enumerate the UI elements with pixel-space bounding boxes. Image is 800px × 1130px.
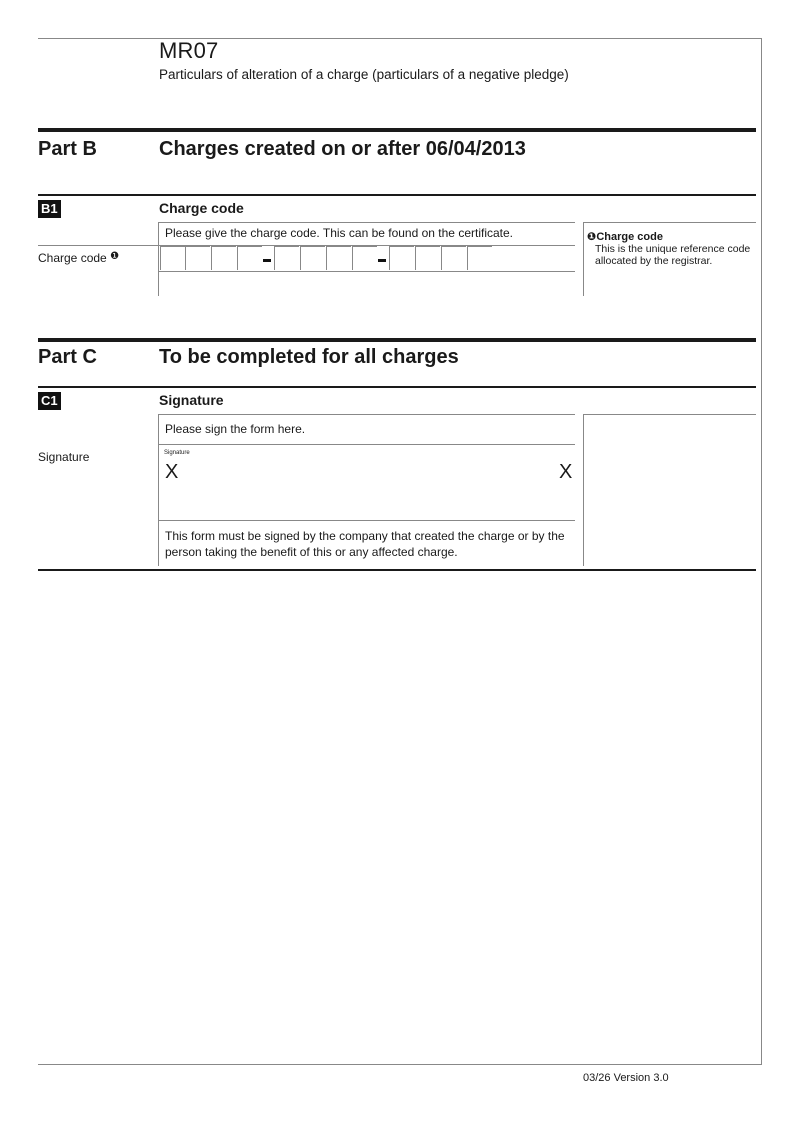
signature-caption: Signature (164, 450, 190, 456)
section-badge-b1: B1 (38, 200, 61, 218)
form-title: Particulars of alteration of a charge (particulars of a negative pledge) (159, 67, 569, 82)
charge-code-box[interactable] (274, 246, 299, 270)
part-c-label: Part C (38, 346, 97, 368)
charge-code-box[interactable] (389, 246, 414, 270)
part-c-bottom-rule (38, 569, 756, 571)
charge-code-box[interactable] (237, 246, 262, 270)
part-b-rule (38, 128, 756, 132)
charge-code-box[interactable] (352, 246, 377, 270)
guidance-text-line2: allocated by the registrar. (595, 255, 713, 267)
charge-code-box[interactable] (326, 246, 351, 270)
charge-code-label-text: Charge code (38, 251, 107, 265)
b1-guidance-border (583, 222, 584, 296)
part-b-label: Part B (38, 138, 97, 160)
charge-code-label (38, 251, 119, 265)
c1-instruction-rule (159, 414, 575, 415)
section-title-b1: Charge code (159, 200, 244, 216)
c1-rule (38, 386, 756, 388)
charge-code-box[interactable] (211, 246, 236, 270)
charge-code-separator (263, 259, 271, 262)
charge-code-box[interactable] (185, 246, 210, 270)
guidance-title: Charge code (596, 231, 663, 243)
bottom-border (38, 1064, 761, 1065)
charge-code-box[interactable] (467, 246, 492, 270)
c1-note (165, 528, 565, 560)
charge-code-separator (378, 259, 386, 262)
guidance-text-line1: This is the unique reference code (595, 243, 751, 255)
b1-left-border (158, 222, 159, 296)
part-c-rule (38, 338, 756, 342)
b1-bottom-rule (159, 271, 575, 272)
form-code: MR07 (159, 38, 219, 63)
b1-rule (38, 194, 756, 196)
signature-x-right: X (559, 461, 573, 483)
signature-field[interactable] (159, 445, 575, 519)
c1-note-line1: This form must be signed by the company that created the charge or by the (165, 529, 565, 543)
charge-code-guidance (587, 230, 757, 267)
signature-x-left: X (165, 461, 179, 483)
c1-instruction: Please sign the form here. (165, 422, 306, 436)
c1-guidance-rule (583, 414, 756, 415)
part-b-title: Charges created on or after 06/04/2013 (159, 138, 526, 160)
c1-note-line2: person taking the benefit of this or any affected charge. (165, 545, 458, 559)
top-border (38, 38, 761, 39)
b1-instruction: Please give the charge code. This can be found on the certificate. (165, 226, 513, 240)
b1-guidance-rule (583, 222, 756, 223)
info-marker-icon: ❶ (110, 251, 120, 262)
signature-label: Signature (38, 450, 90, 464)
b1-instruction-rule (159, 222, 575, 223)
part-c-title: To be completed for all charges (159, 346, 459, 368)
footer-version: 03/26 Version 3.0 (583, 1072, 669, 1084)
info-marker-icon: ❶ (587, 231, 597, 243)
section-title-c1: Signature (159, 392, 224, 408)
charge-code-box[interactable] (160, 246, 185, 270)
charge-code-box[interactable] (441, 246, 466, 270)
charge-code-box[interactable] (415, 246, 440, 270)
charge-code-box[interactable] (300, 246, 325, 270)
b1-field-rule (38, 245, 158, 246)
section-badge-c1: C1 (38, 392, 61, 410)
right-border (761, 38, 762, 1065)
c1-note-rule (159, 520, 575, 521)
c1-guidance-border (583, 414, 584, 566)
